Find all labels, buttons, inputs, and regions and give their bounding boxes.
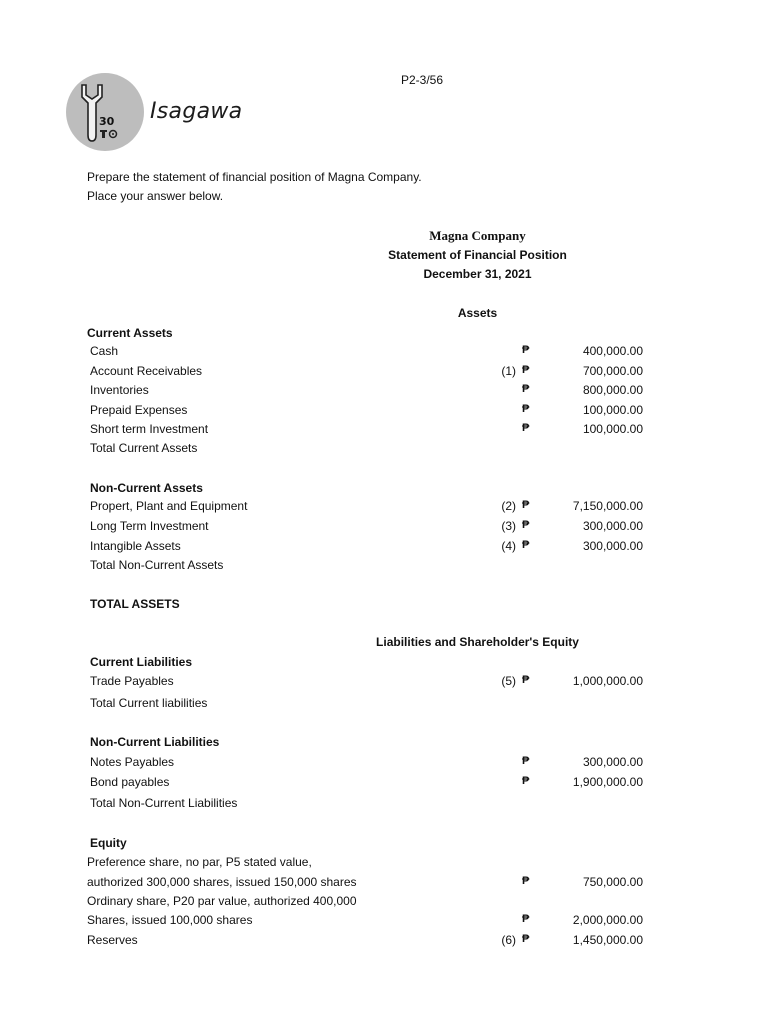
row-label: Cash [90, 344, 119, 358]
section-title [0, 735, 768, 751]
peso-icon: ₱ [522, 875, 530, 887]
note-ref: (6) [501, 933, 516, 947]
row-amount: 100,000.00 [582, 403, 643, 417]
section-title-text: Current Liabilities [90, 655, 193, 669]
statement-date: December 31, 2021 [423, 267, 532, 281]
section-title [0, 326, 768, 342]
row-label: Ordinary share, P20 par value, authorized 400,000 [87, 894, 357, 908]
total-label: Total Non-Current Liabilities [90, 796, 238, 810]
table-row [0, 755, 768, 771]
row-amount: 750,000.00 [582, 875, 643, 889]
statement-title: Statement of Financial Position [388, 248, 567, 262]
peso-icon: ₱ [522, 422, 530, 434]
table-row [0, 383, 768, 399]
instruction-line: Prepare the statement of financial position of Magna Company. [87, 170, 422, 184]
row-label: Short term Investment [90, 422, 209, 436]
page-reference: P2-3/56 [401, 73, 444, 87]
row-label: Bond payables [90, 775, 170, 789]
total-label: Total Current liabilities [90, 696, 208, 710]
row-label: Preference share, no par, P5 stated value, [87, 855, 312, 869]
peso-icon: ₱ [522, 519, 530, 531]
total-assets-row [0, 597, 768, 613]
peso-icon: ₱ [522, 913, 530, 925]
row-amount: 300,000.00 [582, 539, 643, 553]
table-row [0, 422, 768, 438]
row-amount: 2,000,000.00 [572, 913, 643, 927]
row-label: Inventories [90, 383, 149, 397]
table-row [0, 775, 768, 791]
peso-icon: ₱ [522, 383, 530, 395]
note-ref: (5) [501, 674, 516, 688]
row-amount: 7,150,000.00 [572, 499, 643, 513]
row-label: Notes Payables [90, 755, 175, 769]
section-title [0, 655, 768, 671]
row-amount: 300,000.00 [582, 519, 643, 533]
section-title-text: Equity [90, 836, 127, 850]
row-amount: 300,000.00 [582, 755, 643, 769]
peso-icon: ₱ [522, 933, 530, 945]
row-label: Trade Payables [90, 674, 174, 688]
peso-icon: ₱ [522, 344, 530, 356]
section-title [0, 836, 768, 852]
total-label: Total Current Assets [90, 441, 198, 455]
row-amount: 100,000.00 [582, 422, 643, 436]
assets-heading: Assets [457, 306, 498, 320]
row-label: Reserves [87, 933, 138, 947]
note-ref: (3) [501, 519, 516, 533]
row-amount: 1,900,000.00 [572, 775, 643, 789]
note-ref: (1) [501, 364, 516, 378]
total-row [0, 696, 768, 712]
row-amount: 800,000.00 [582, 383, 643, 397]
section-title-text: Current Assets [87, 326, 173, 340]
row-label: Propert, Plant and Equipment [90, 499, 248, 513]
table-row [0, 364, 768, 380]
peso-icon: ₱ [522, 403, 530, 415]
row-amount: 700,000.00 [582, 364, 643, 378]
row-label: Long Term Investment [90, 519, 209, 533]
svg-text:30: 30 [99, 115, 115, 128]
table-row [0, 855, 768, 871]
table-row [0, 539, 768, 555]
instruction-line: Place your answer below. [87, 189, 224, 203]
note-ref: (2) [501, 499, 516, 513]
peso-icon: ₱ [522, 674, 530, 686]
section-title-text: Non-Current Liabilities [90, 735, 220, 749]
wrench-icon [66, 73, 144, 151]
row-amount: 400,000.00 [582, 344, 643, 358]
row-amount: 1,000,000.00 [572, 674, 643, 688]
isagawa-logo [66, 73, 144, 151]
peso-icon: ₱ [522, 364, 530, 376]
peso-icon: ₱ [522, 775, 530, 787]
table-row [0, 403, 768, 419]
table-row [0, 519, 768, 535]
table-row [0, 933, 768, 949]
table-row [0, 674, 768, 690]
total-label: Total Non-Current Assets [90, 558, 224, 572]
row-label: Intangible Assets [90, 539, 181, 553]
total-row [0, 441, 768, 457]
section-title [0, 481, 768, 497]
row-amount: 1,450,000.00 [572, 933, 643, 947]
row-label: Shares, issued 100,000 shares [87, 913, 253, 927]
table-row [0, 344, 768, 360]
table-row [0, 894, 768, 910]
total-row [0, 796, 768, 812]
table-row [0, 875, 768, 891]
peso-icon: ₱ [522, 755, 530, 767]
row-label: Account Receivables [90, 364, 203, 378]
company-name: Magna Company [429, 228, 526, 243]
table-row [0, 913, 768, 929]
row-label: authorized 300,000 shares, issued 150,000 shares [87, 875, 357, 889]
brand-name: Isagawa [150, 99, 243, 124]
note-ref: (4) [501, 539, 516, 553]
row-label: Prepaid Expenses [90, 403, 188, 417]
liabilities-heading: Liabilities and Shareholder's Equity [376, 635, 579, 649]
peso-icon: ₱ [522, 499, 530, 511]
peso-icon: ₱ [522, 539, 530, 551]
total-assets-label: TOTAL ASSETS [90, 597, 180, 611]
table-row [0, 499, 768, 515]
total-row [0, 558, 768, 574]
section-title-text: Non-Current Assets [90, 481, 203, 495]
